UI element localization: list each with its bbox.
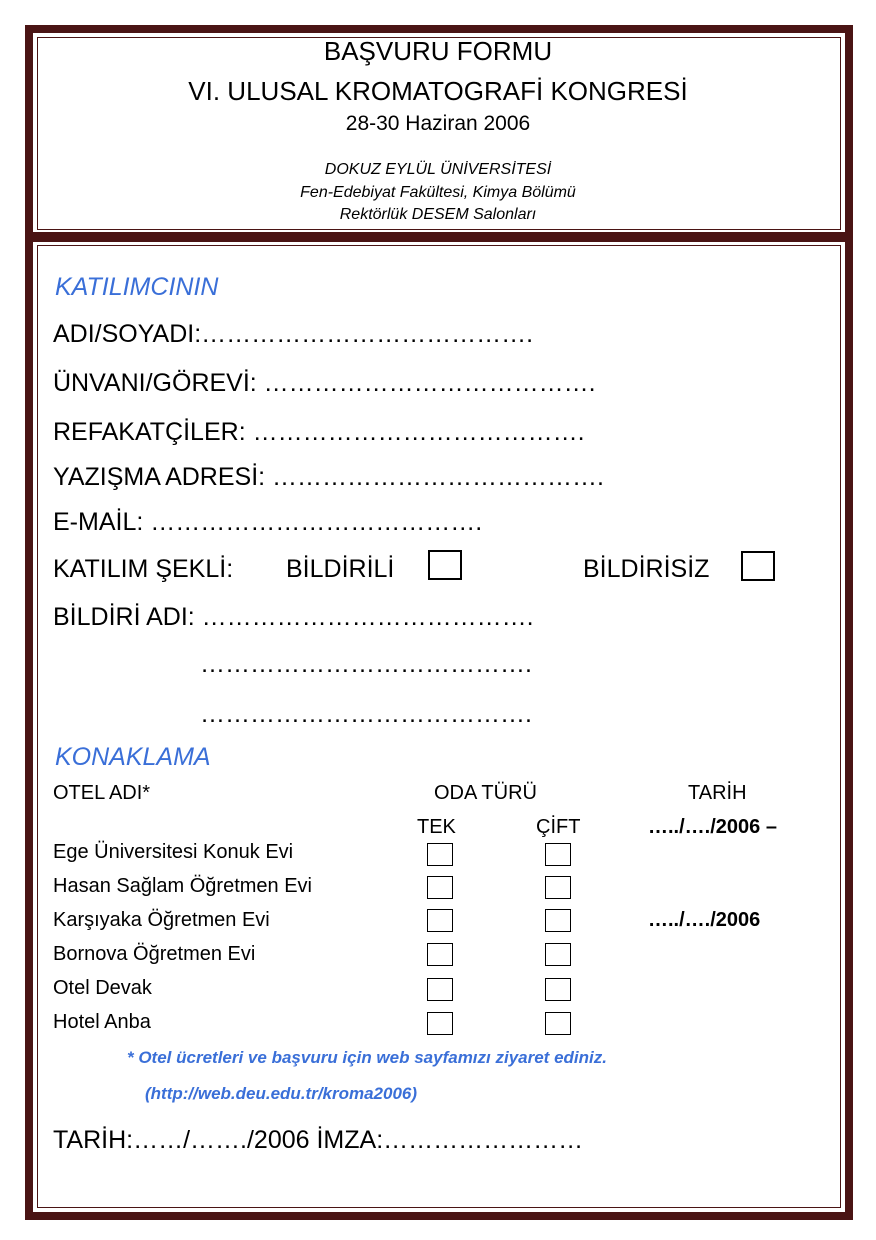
hotel-name-header: OTEL ADI* <box>53 782 151 804</box>
with-paper-label: BİLDİRİLİ <box>286 555 395 583</box>
congress-dates: 28-30 Haziran 2006 <box>345 112 531 135</box>
email-field[interactable]: E-MAİL: …………………………………. <box>53 508 483 536</box>
single-room-checkbox[interactable] <box>427 1012 453 1035</box>
hotel-row-label: Ege Üniversitesi Konuk Evi <box>53 841 294 863</box>
double-room-checkbox[interactable] <box>545 1012 571 1035</box>
without-paper-checkbox[interactable] <box>741 551 775 581</box>
double-room-checkbox[interactable] <box>545 943 571 966</box>
double-room-checkbox[interactable] <box>545 876 571 899</box>
hotel-row-label: Hotel Anba <box>53 1011 151 1033</box>
single-room-checkbox[interactable] <box>427 943 453 966</box>
single-room-header: TEK <box>417 816 456 838</box>
university-name: DOKUZ EYLÜL ÜNİVERSİTESİ <box>324 161 552 178</box>
double-room-header: ÇİFT <box>536 816 581 838</box>
check-out-date-field[interactable]: …../…./2006 <box>648 909 761 931</box>
date-header: TARİH <box>688 782 747 804</box>
hotel-row-label: Hasan Sağlam Öğretmen Evi <box>53 875 313 897</box>
paper-title-field[interactable]: BİLDİRİ ADI: …………………………………. <box>53 603 534 631</box>
hotel-row-label: Otel Devak <box>53 977 152 999</box>
single-room-checkbox[interactable] <box>427 876 453 899</box>
single-room-checkbox[interactable] <box>427 909 453 932</box>
paper-title-line-3[interactable]: …………………………………. <box>200 700 532 728</box>
hotel-info-note: * Otel ücretleri ve başvuru için web sayfamızı ziyaret ediniz. <box>127 1048 607 1067</box>
hotel-row-label: Karşıyaka Öğretmen Evi <box>53 909 270 931</box>
congress-name: VI. ULUSAL KROMATOGRAFİ KONGRESİ <box>188 76 688 106</box>
participation-type-label: KATILIM ŞEKLİ: <box>53 555 234 583</box>
name-field[interactable]: ADI/SOYADI:…………………………………. <box>53 320 534 348</box>
without-paper-label: BİLDİRİSİZ <box>583 555 710 583</box>
single-room-checkbox[interactable] <box>427 843 453 866</box>
room-type-header: ODA TÜRÜ <box>434 782 537 804</box>
hotel-row-label: Bornova Öğretmen Evi <box>53 943 256 965</box>
with-paper-checkbox[interactable] <box>428 550 462 580</box>
title-position-field[interactable]: ÜNVANI/GÖREVİ: …………………………………. <box>53 369 596 397</box>
double-room-checkbox[interactable] <box>545 909 571 932</box>
double-room-checkbox[interactable] <box>545 978 571 1001</box>
address-field[interactable]: YAZIŞMA ADRESİ: …………………………………. <box>53 463 604 491</box>
check-in-date-field[interactable]: …../…./2006 – <box>648 816 777 838</box>
date-signature-field[interactable]: TARİH:……/……./2006 İMZA:…………………… <box>53 1126 584 1154</box>
form-title: BAŞVURU FORMU <box>323 36 553 66</box>
single-room-checkbox[interactable] <box>427 978 453 1001</box>
paper-title-line-2[interactable]: …………………………………. <box>200 650 532 678</box>
participant-section-title: KATILIMCININ <box>55 273 219 301</box>
companions-field[interactable]: REFAKATÇİLER: …………………………………. <box>53 418 585 446</box>
venue-name: Rektörlük DESEM Salonları <box>339 206 537 223</box>
website-link[interactable]: (http://web.deu.edu.tr/kroma2006) <box>145 1084 418 1103</box>
accommodation-section-title: KONAKLAMA <box>55 743 211 771</box>
faculty-name: Fen-Edebiyat Fakültesi, Kimya Bölümü <box>300 184 576 201</box>
double-room-checkbox[interactable] <box>545 843 571 866</box>
